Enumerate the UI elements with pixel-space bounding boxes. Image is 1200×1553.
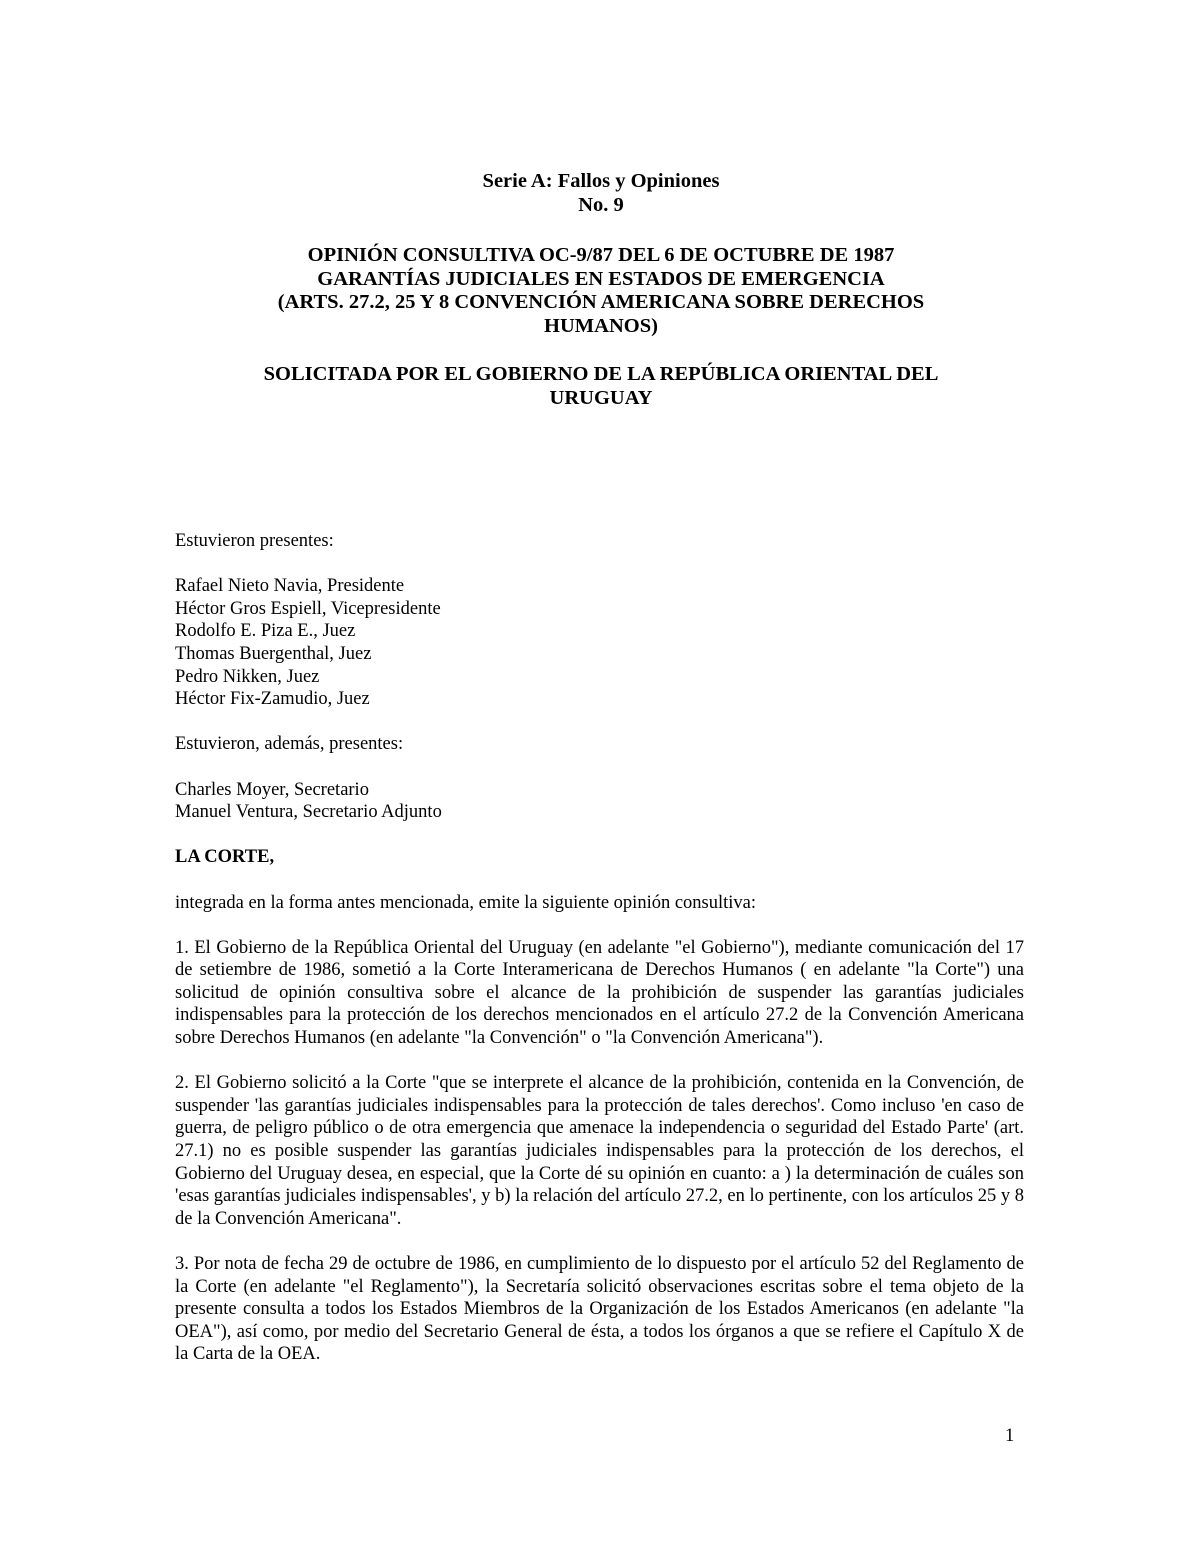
- also-present-label: Estuvieron, además, presentes:: [175, 734, 404, 755]
- paragraph-1: 1. El Gobierno de la República Oriental del Uruguay (en adelante "el Gobierno"), mediante comunicación del 17 de setiembre de 1986, sometió a la Corte Interamericana de Derechos Humanos ( en adelante "la Corte") una solicitud de opinión consultiva sobre el alcance de la prohibición de suspender las garantías judiciales indispensables para la protección de los derechos mencionados en el artículo 27.2 de la Convención Americana sobre Derechos Humanos (en adelante "la Convención" o "la Convención Americana").: [175, 937, 1024, 1049]
- page-number: 1: [1005, 1426, 1015, 1446]
- court-intro: integrada en la forma antes mencionada, emite la siguiente opinión consultiva:: [175, 892, 757, 913]
- present-member: Pedro Nikken, Juez: [175, 666, 320, 687]
- court-heading: LA CORTE,: [175, 847, 275, 868]
- present-member: Héctor Gros Espiell, Vicepresidente: [175, 598, 441, 619]
- requested-by-line-1: SOLICITADA POR EL GOBIERNO DE LA REPÚBLICA ORIENTAL DEL: [263, 363, 939, 385]
- series-number: No. 9: [578, 193, 624, 216]
- paragraph-2: 2. El Gobierno solicitó a la Corte "que se interprete el alcance de la prohibición, contenida en la Convención, de suspender 'las garantías judiciales indispensables para la protección de tales derechos'. Como incluso 'en caso de guerra, de peligro público o de otra emergencia que amenace la independencia o seguridad del Estado Parte' (art. 27.1) no es posible suspender las garantías judiciales indispensables para la protección de los derechos, el Gobierno del Uruguay desea, en especial, que la Corte dé su opinión en cuanto: a ) la determinación de cuáles son 'esas garantías judiciales indispensables', y b) la relación del artículo 27.2, en lo pertinente, con los artículos 25 y 8 de la Convención Americana".: [175, 1073, 1024, 1229]
- present-member: Héctor Fix-Zamudio, Juez: [175, 689, 370, 710]
- opinion-title-line-2: GARANTÍAS JUDICIALES EN ESTADOS DE EMERGENCIA: [317, 267, 885, 290]
- present-member: Rafael Nieto Navia, Presidente: [175, 576, 405, 597]
- opinion-title-line-4: HUMANOS): [544, 314, 658, 337]
- document-header: [178, 170, 1024, 410]
- also-present-member: Manuel Ventura, Secretario Adjunto: [175, 802, 442, 823]
- document-body: [175, 530, 1024, 1366]
- present-member: Thomas Buergenthal, Juez: [175, 643, 372, 664]
- opinion-title-line-1: OPINIÓN CONSULTIVA OC-9/87 DEL 6 DE OCTUBRE DE 1987: [307, 244, 895, 266]
- requested-by-line-2: URUGUAY: [549, 386, 653, 409]
- opinion-title-line-3: (ARTS. 27.2, 25 Y 8 CONVENCIÓN AMERICANA SOBRE DERECHOS: [277, 291, 925, 313]
- series-title: Serie A: Fallos y Opiniones: [482, 170, 720, 192]
- present-label: Estuvieron presentes:: [175, 531, 334, 551]
- paragraph-3: 3. Por nota de fecha 29 de octubre de 1986, en cumplimiento de lo dispuesto por el artículo 52 del Reglamento de la Corte (en adelante "el Reglamento"), la Secretaría solicitó observaciones escritas sobre el tema objeto de la presente consulta a todos los Estados Miembros de la Organización de los Estados Americanos (en adelante "la OEA"), así como, por medio del Secretario General de ésta, a todos los órganos a que se refiere el Capítulo X de la Carta de la OEA.: [175, 1254, 1024, 1365]
- also-present-member: Charles Moyer, Secretario: [175, 779, 369, 800]
- present-member: Rodolfo E. Piza E., Juez: [175, 621, 356, 642]
